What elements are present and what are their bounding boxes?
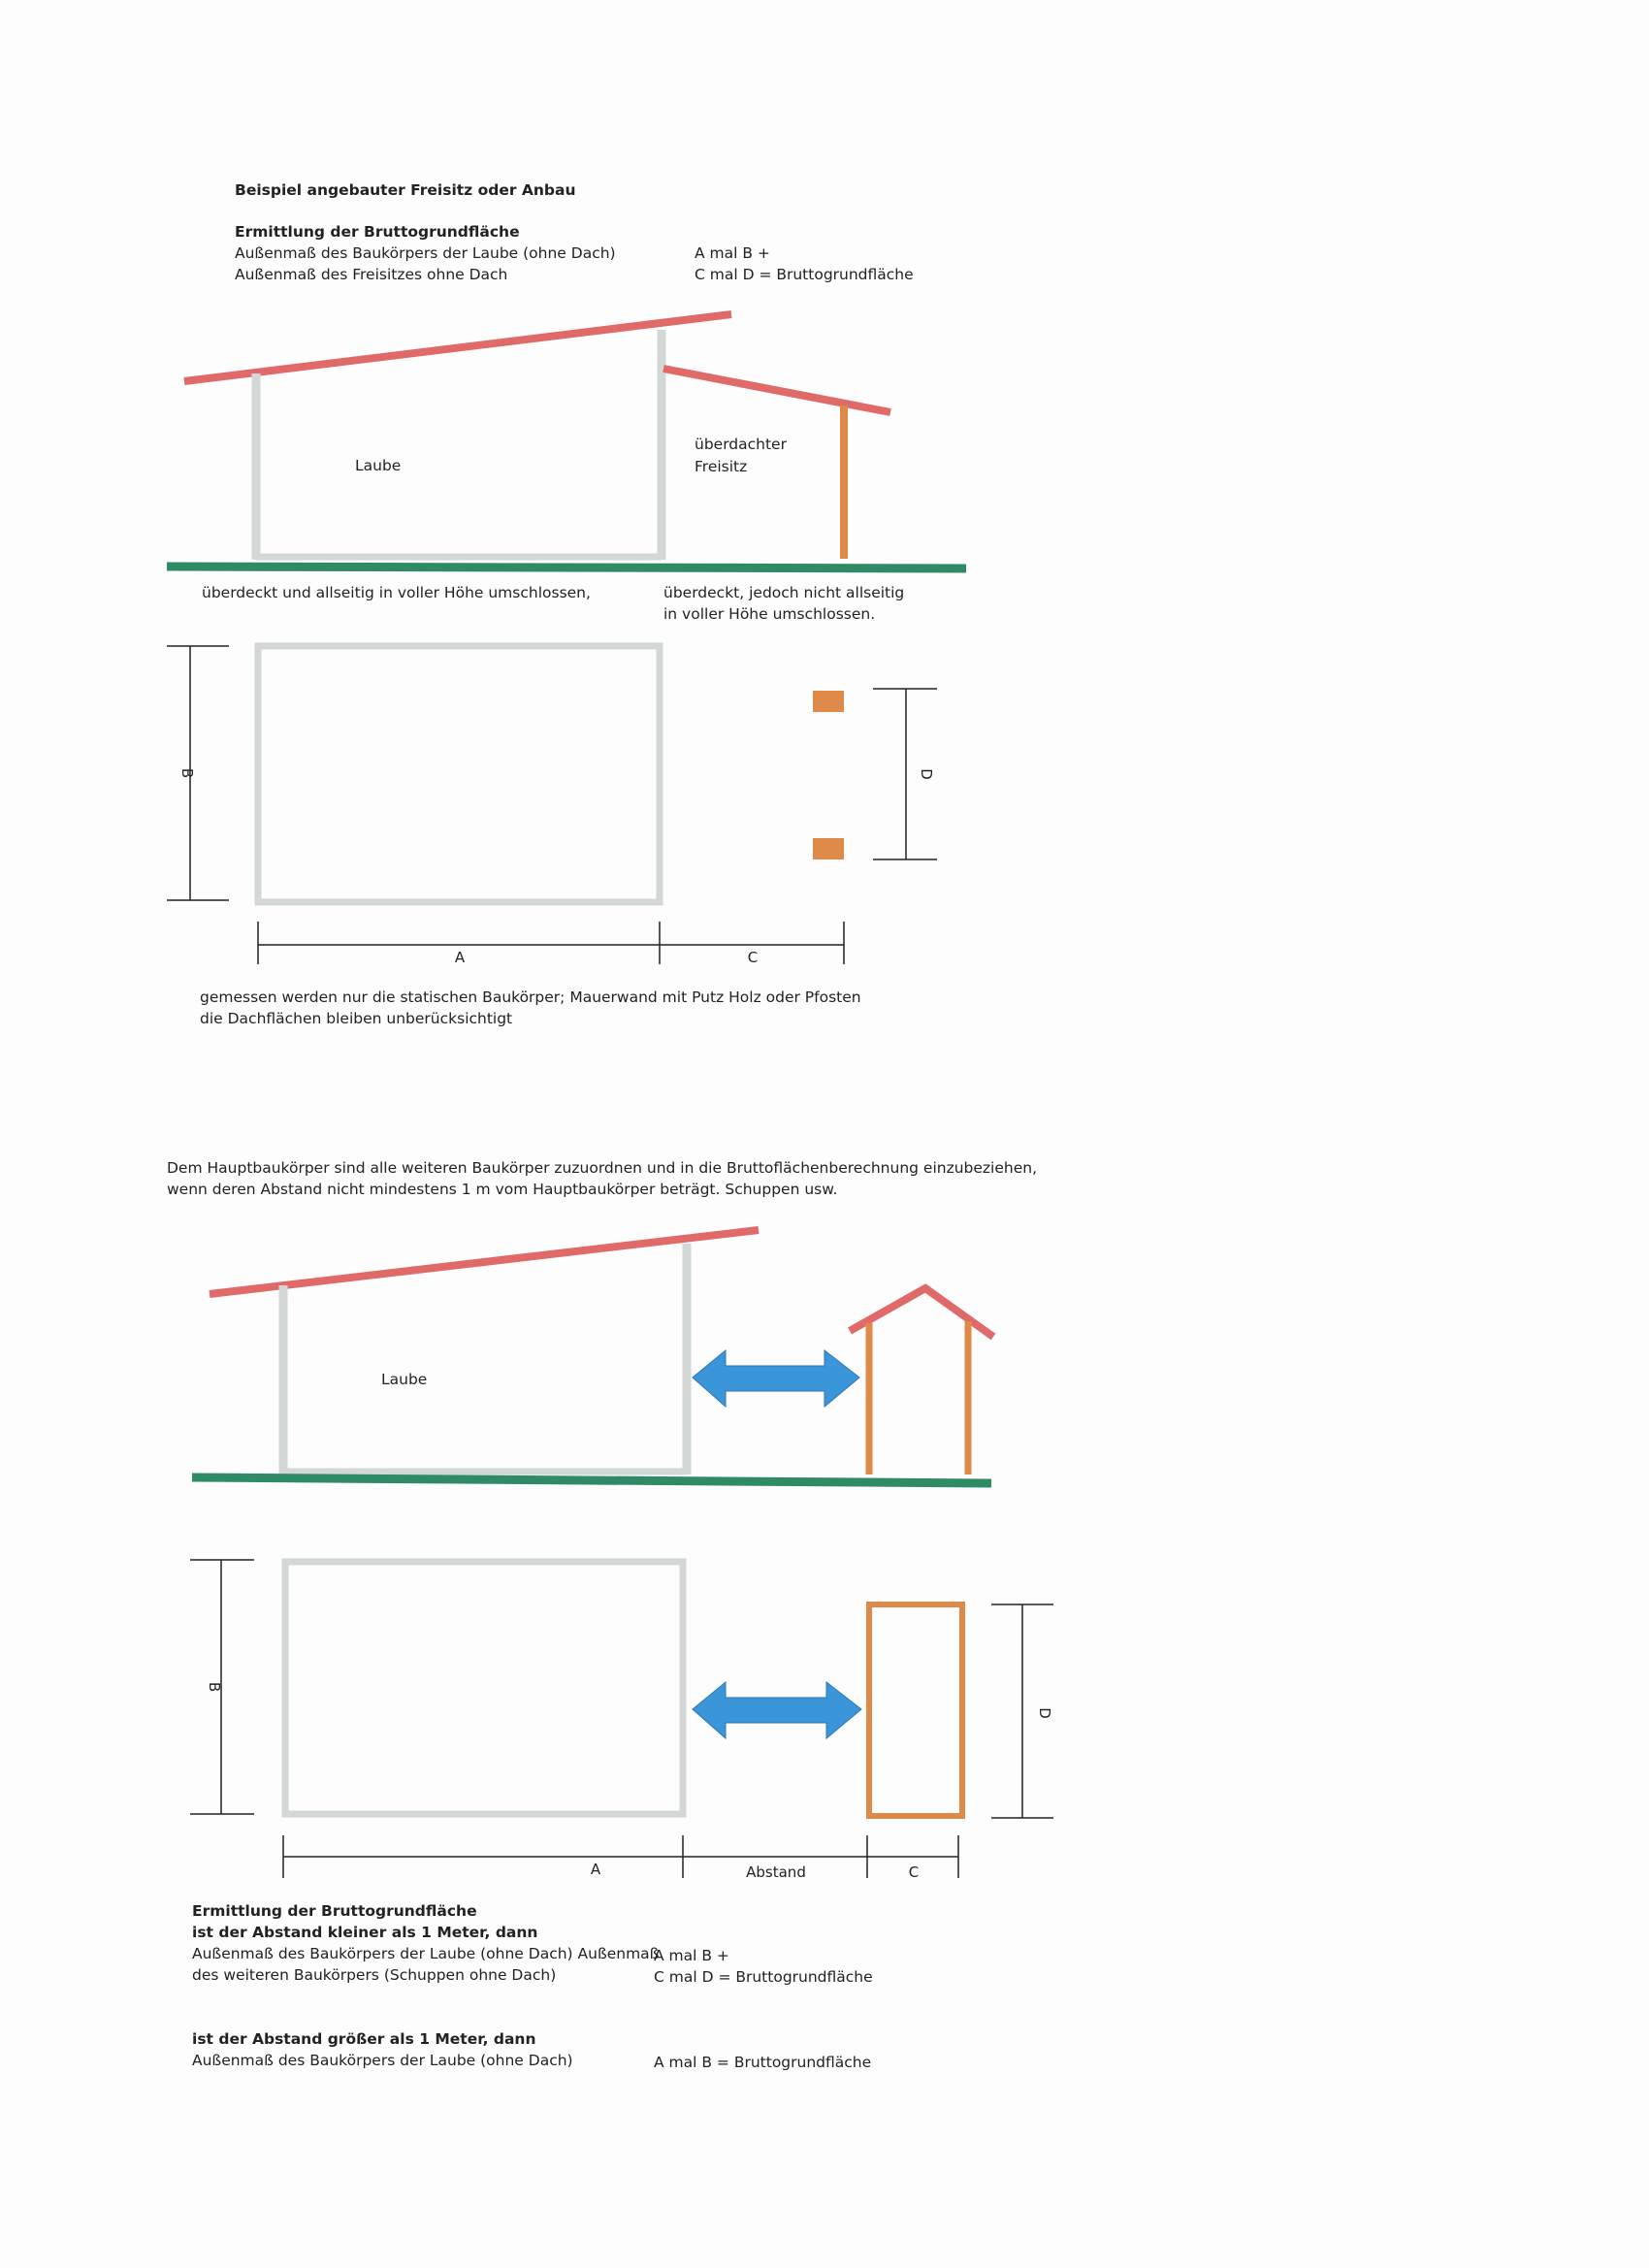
post-footprint bbox=[813, 691, 844, 712]
note-line: gemessen werden nur die statischen Baukörper; Mauerwand mit Putz Holz oder Pfosten bbox=[200, 988, 861, 1006]
dimension-label-b: B bbox=[178, 767, 196, 779]
dimension-label-c: C bbox=[908, 1863, 920, 1881]
freisitz-label: Freisitz bbox=[695, 458, 748, 475]
description-line: Außenmaß des Freisitzes ohne Dach bbox=[235, 266, 508, 283]
dimension-label-d: D bbox=[918, 768, 935, 780]
page-title: Beispiel angebauter Freisitz oder Anbau bbox=[235, 181, 576, 199]
dimension-label-abstand: Abstand bbox=[746, 1863, 806, 1881]
caption-left: überdeckt und allseitig in voller Höhe umschlossen, bbox=[202, 584, 591, 601]
formula-line: C mal D = Bruttogrundfläche bbox=[654, 1968, 873, 1986]
shed-footprint bbox=[869, 1604, 962, 1816]
post-footprint bbox=[813, 838, 844, 859]
distance-arrow-icon bbox=[693, 1350, 859, 1407]
note-line: die Dachflächen bleiben unberücksichtigt bbox=[200, 1010, 513, 1027]
description-line: Außenmaß des Baukörpers der Laube (ohne Dach) bbox=[192, 2052, 573, 2069]
formula-line: A mal B + bbox=[695, 244, 770, 262]
description-line: Außenmaß des Baukörpers der Laube (ohne Dach) bbox=[235, 244, 616, 262]
condition-line: ist der Abstand kleiner als 1 Meter, dann bbox=[192, 1924, 538, 1941]
elevation-attached bbox=[167, 314, 966, 568]
freisitz-roof bbox=[663, 369, 890, 412]
laube-roof bbox=[210, 1230, 759, 1294]
description-line: Außenmaß des Baukörpers der Laube (ohne Dach) Außenmaß bbox=[192, 1945, 660, 1962]
distance-arrow-icon bbox=[693, 1682, 861, 1738]
dimension-label-b: B bbox=[206, 1681, 223, 1693]
elevation-separate bbox=[192, 1230, 993, 1483]
formula-line: A mal B = Bruttogrundfläche bbox=[654, 2054, 872, 2071]
dimension-label-a: A bbox=[454, 949, 466, 966]
dimension-label-c: C bbox=[747, 949, 759, 966]
section-heading: Ermittlung der Bruttogrundfläche bbox=[235, 223, 520, 241]
laube-label: Laube bbox=[355, 457, 402, 474]
dimension-label-a: A bbox=[590, 1861, 601, 1878]
formula-line: A mal B + bbox=[654, 1947, 729, 1964]
ground-line bbox=[167, 567, 966, 568]
freisitz-label: überdachter bbox=[695, 436, 787, 453]
rule-line: wenn deren Abstand nicht mindestens 1 m vom Hauptbaukörper beträgt. Schuppen usw. bbox=[167, 1181, 838, 1198]
plan-attached bbox=[167, 646, 937, 966]
ground-line bbox=[192, 1477, 991, 1483]
rule-line: Dem Hauptbaukörper sind alle weiteren Baukörper zuzuordnen und in die Bruttoflächenberechnung einzubeziehen, bbox=[167, 1159, 1037, 1177]
plan-separate bbox=[190, 1560, 1053, 1881]
condition-line: ist der Abstand größer als 1 Meter, dann bbox=[192, 2030, 536, 2048]
result-heading: Ermittlung der Bruttogrundfläche bbox=[192, 1902, 477, 1920]
dimension-label-d: D bbox=[1036, 1707, 1053, 1719]
laube-footprint bbox=[258, 646, 660, 902]
caption-right: überdeckt, jedoch nicht allseitig bbox=[663, 584, 905, 601]
formula-line: C mal D = Bruttogrundfläche bbox=[695, 266, 914, 283]
laube-label: Laube bbox=[381, 1371, 428, 1388]
description-line: des weiteren Baukörpers (Schuppen ohne Dach) bbox=[192, 1966, 557, 1984]
caption-right: in voller Höhe umschlossen. bbox=[663, 605, 876, 623]
laube-footprint bbox=[285, 1562, 683, 1814]
laube-roof bbox=[184, 314, 731, 381]
